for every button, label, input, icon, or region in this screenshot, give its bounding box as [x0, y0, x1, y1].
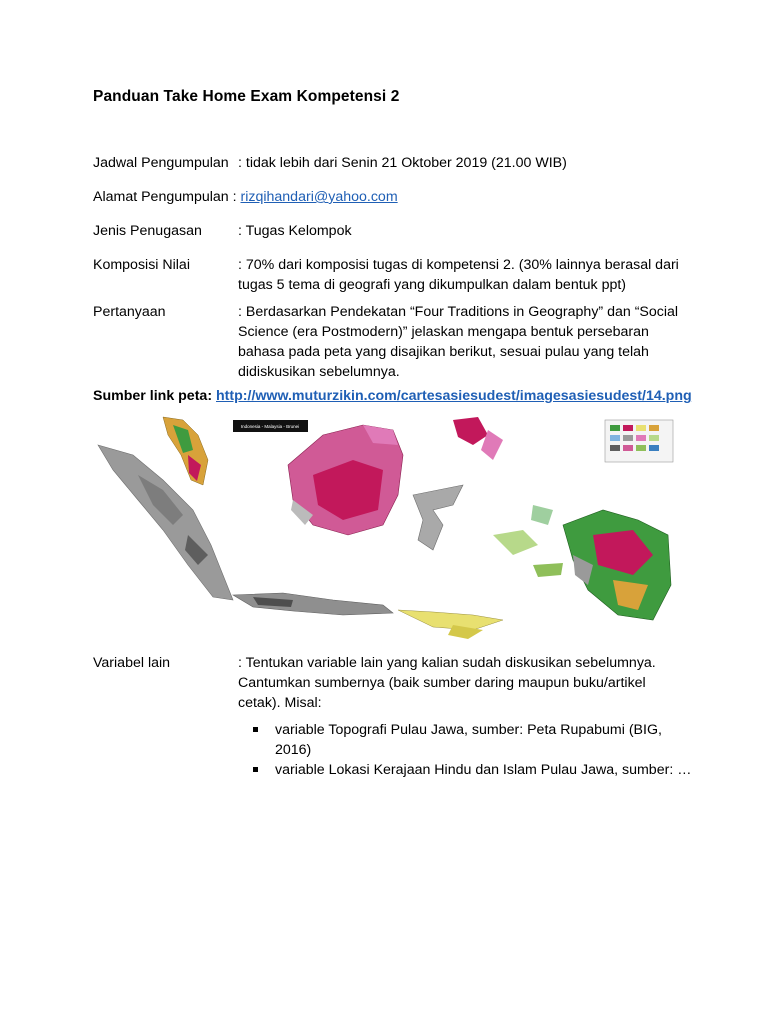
list-item: [253, 720, 693, 760]
document-title: Panduan Take Home Exam Kompetensi 2: [93, 88, 400, 105]
email-link[interactable]: rizqihandari@yahoo.com: [240, 189, 398, 205]
alamat-label: [93, 187, 398, 207]
example-text: variable Lokasi Kerajaan Hindu dan Islam Pulau Jawa, sumber: …: [275, 762, 692, 778]
komposisi-value: : 70% dari komposisi tugas di kompetensi 2. (30% lainnya berasal dari tugas 5 tema di geografi yang dikumpulkan dalam bentuk ppt): [238, 257, 679, 293]
sumber-link[interactable]: http://www.muturzikin.com/cartesasiesudest/imagesasiesudest/14.png: [216, 388, 692, 404]
bullet-icon: [253, 727, 258, 732]
pertanyaan-value: : Berdasarkan Pendekatan “Four Traditions in Geography” dan “Social Science (era Postmodern)” jelaskan mengapa bentuk persebaran bahasa pada peta yang disajikan berikut, sesuai pulau yang telah didiskusikan sebelumnya.: [238, 304, 679, 380]
map-legend: [605, 420, 673, 462]
language-map-image: [93, 415, 675, 643]
komposisi-label: Komposisi Nilai: [93, 257, 190, 273]
sumber-label: Sumber link peta:: [93, 388, 213, 404]
variabel-value: : Tentukan variable lain yang kalian sudah diskusikan sebelumnya. Cantumkan sumbernya (baik sumber daring maupun buku/artikel cetak). Misal:: [238, 655, 656, 711]
sumber-line: [93, 388, 692, 404]
example-text: variable Topografi Pulau Jawa, sumber: Peta Rupabumi (BIG, 2016): [275, 722, 662, 758]
variabel-label: Variabel lain: [93, 655, 171, 671]
jenis-label: Jenis Penugasan: [93, 223, 202, 239]
example-list: [253, 720, 693, 780]
bullet-icon: [253, 767, 258, 772]
map-title-box: Indonesia - Malaysia - Brunei: [240, 424, 300, 429]
pertanyaan-label: Pertanyaan: [93, 304, 166, 320]
jadwal-value: : tidak lebih dari Senin 21 Oktober 2019 (21.00 WIB): [238, 155, 567, 171]
alamat-label-text: Alamat Pengumpulan :: [93, 189, 237, 205]
list-item: [253, 760, 693, 780]
jadwal-label: Jadwal Pengumpulan: [93, 155, 229, 171]
jenis-value: : Tugas Kelompok: [238, 223, 352, 239]
